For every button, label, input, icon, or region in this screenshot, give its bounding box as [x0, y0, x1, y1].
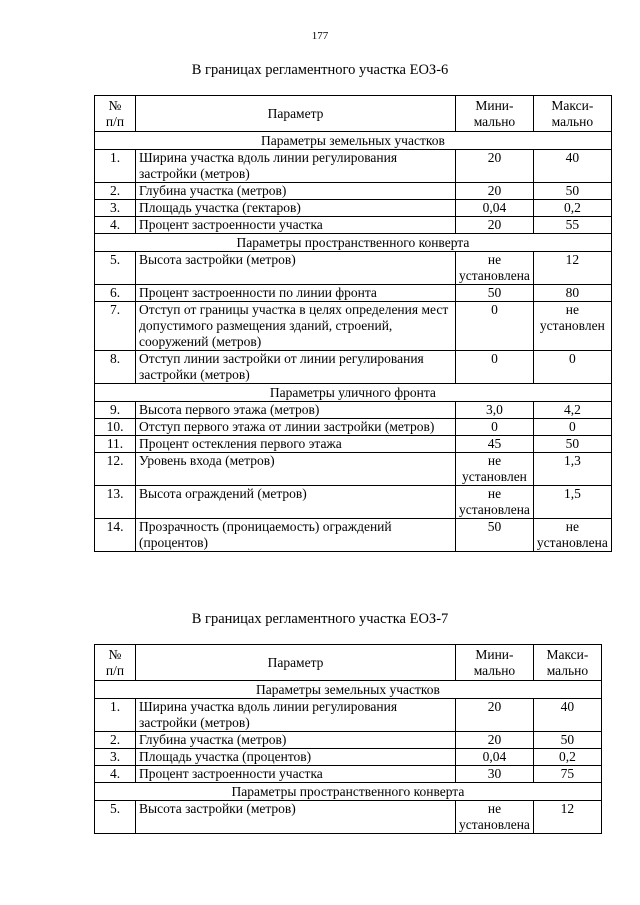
col-header-min: Мини- мально	[456, 645, 534, 681]
table-row	[95, 453, 612, 486]
row-max-value: 4,2	[533, 402, 611, 419]
row-max-value: 50	[533, 436, 611, 453]
row-max-value: 50	[533, 183, 611, 200]
row-min-value: 20	[456, 732, 534, 749]
page-number: 177	[311, 30, 329, 42]
group-header-row	[95, 132, 612, 150]
row-min-value: 0,04	[456, 749, 534, 766]
group-header-row	[95, 234, 612, 252]
row-min-value: 20	[456, 183, 534, 200]
table-row	[95, 402, 612, 419]
group-header: Параметры земельных участков	[95, 132, 612, 150]
row-number: 3.	[95, 200, 136, 217]
section-title-eoz7: В границах регламентного участка ЕОЗ-7	[191, 611, 449, 627]
table-row	[95, 419, 612, 436]
row-min-value: 45	[456, 436, 534, 453]
group-header-row	[95, 384, 612, 402]
row-min-value: 20	[456, 699, 534, 732]
group-header-row	[95, 681, 602, 699]
col-header-number: № п/п	[95, 645, 136, 681]
row-parameter: Процент застроенности участка	[136, 766, 456, 783]
col-header-max: Макси- мально	[533, 96, 611, 132]
row-parameter: Высота застройки (метров)	[136, 801, 456, 834]
row-parameter: Процент остекления первого этажа	[136, 436, 456, 453]
group-header: Параметры пространственного конверта	[95, 234, 612, 252]
row-number: 2.	[95, 732, 136, 749]
row-parameter: Процент застроенности по линии фронта	[136, 285, 456, 302]
row-min-value: 20	[456, 217, 534, 234]
row-max-value: 0	[533, 351, 611, 384]
group-header: Параметры пространственного конверта	[95, 783, 602, 801]
group-header: Параметры уличного фронта	[95, 384, 612, 402]
row-max-value: 40	[533, 699, 601, 732]
row-max-value: 1,5	[533, 486, 611, 519]
table-row	[95, 302, 612, 351]
row-max-value: 1,3	[533, 453, 611, 486]
table-header-row	[95, 96, 612, 132]
row-min-value: 0	[456, 419, 534, 436]
row-number: 10.	[95, 419, 136, 436]
row-max-value: 0,2	[533, 749, 601, 766]
row-min-value: 20	[456, 150, 534, 183]
section-title-eoz6: В границах регламентного участка ЕОЗ-6	[191, 62, 449, 78]
row-parameter: Прозрачность (проницаемость) ограждений (процентов)	[136, 519, 456, 552]
params-table-eoz6	[94, 95, 612, 552]
table-row	[95, 150, 612, 183]
table-header-row	[95, 645, 602, 681]
row-number: 5.	[95, 252, 136, 285]
table-row	[95, 766, 602, 783]
row-min-value: не установлена	[456, 252, 534, 285]
row-number: 1.	[95, 699, 136, 732]
row-number: 4.	[95, 766, 136, 783]
row-number: 7.	[95, 302, 136, 351]
table-row	[95, 252, 612, 285]
row-number: 1.	[95, 150, 136, 183]
row-parameter: Отступ первого этажа от линии застройки (метров)	[136, 419, 456, 436]
row-number: 8.	[95, 351, 136, 384]
row-min-value: не установлена	[456, 486, 534, 519]
col-header-parameter: Параметр	[136, 645, 456, 681]
row-number: 13.	[95, 486, 136, 519]
row-parameter: Отступ линии застройки от линии регулирования застройки (метров)	[136, 351, 456, 384]
row-max-value: 12	[533, 801, 601, 834]
row-number: 4.	[95, 217, 136, 234]
row-parameter: Площадь участка (гектаров)	[136, 200, 456, 217]
row-max-value: не установлена	[533, 519, 611, 552]
col-header-min: Мини- мально	[456, 96, 534, 132]
row-parameter: Процент застроенности участка	[136, 217, 456, 234]
params-table-eoz7	[94, 644, 602, 834]
row-number: 12.	[95, 453, 136, 486]
table-row	[95, 519, 612, 552]
group-header: Параметры земельных участков	[95, 681, 602, 699]
row-parameter: Уровень входа (метров)	[136, 453, 456, 486]
row-max-value: 50	[533, 732, 601, 749]
row-parameter: Ширина участка вдоль линии регулирования застройки (метров)	[136, 699, 456, 732]
row-min-value: не установлен	[456, 453, 534, 486]
row-parameter: Глубина участка (метров)	[136, 732, 456, 749]
row-number: 2.	[95, 183, 136, 200]
table-row	[95, 732, 602, 749]
row-max-value: 75	[533, 766, 601, 783]
group-header-row	[95, 783, 602, 801]
row-parameter: Высота первого этажа (метров)	[136, 402, 456, 419]
row-number: 3.	[95, 749, 136, 766]
table-row	[95, 486, 612, 519]
row-min-value: 0	[456, 302, 534, 351]
row-number: 14.	[95, 519, 136, 552]
col-header-number: № п/п	[95, 96, 136, 132]
table-row	[95, 183, 612, 200]
table-row	[95, 436, 612, 453]
row-max-value: 0,2	[533, 200, 611, 217]
col-header-max: Макси- мально	[533, 645, 601, 681]
row-max-value: 0	[533, 419, 611, 436]
row-number: 9.	[95, 402, 136, 419]
row-min-value: 30	[456, 766, 534, 783]
row-parameter: Отступ от границы участка в целях определения мест допустимого размещения зданий, строений, сооружений (метров)	[136, 302, 456, 351]
row-min-value: 50	[456, 285, 534, 302]
row-parameter: Высота ограждений (метров)	[136, 486, 456, 519]
table-row	[95, 699, 602, 732]
row-max-value: не установлен	[533, 302, 611, 351]
table-row	[95, 749, 602, 766]
table-row	[95, 285, 612, 302]
row-min-value: 0,04	[456, 200, 534, 217]
row-parameter: Площадь участка (процентов)	[136, 749, 456, 766]
row-max-value: 80	[533, 285, 611, 302]
row-min-value: не установлена	[456, 801, 534, 834]
row-number: 6.	[95, 285, 136, 302]
row-min-value: 0	[456, 351, 534, 384]
row-parameter: Высота застройки (метров)	[136, 252, 456, 285]
row-max-value: 12	[533, 252, 611, 285]
row-number: 5.	[95, 801, 136, 834]
row-min-value: 50	[456, 519, 534, 552]
row-parameter: Ширина участка вдоль линии регулирования застройки (метров)	[136, 150, 456, 183]
table-row	[95, 351, 612, 384]
table-row	[95, 801, 602, 834]
row-max-value: 40	[533, 150, 611, 183]
row-number: 11.	[95, 436, 136, 453]
col-header-parameter: Параметр	[136, 96, 456, 132]
row-parameter: Глубина участка (метров)	[136, 183, 456, 200]
row-min-value: 3,0	[456, 402, 534, 419]
table-row	[95, 217, 612, 234]
row-max-value: 55	[533, 217, 611, 234]
table-row	[95, 200, 612, 217]
